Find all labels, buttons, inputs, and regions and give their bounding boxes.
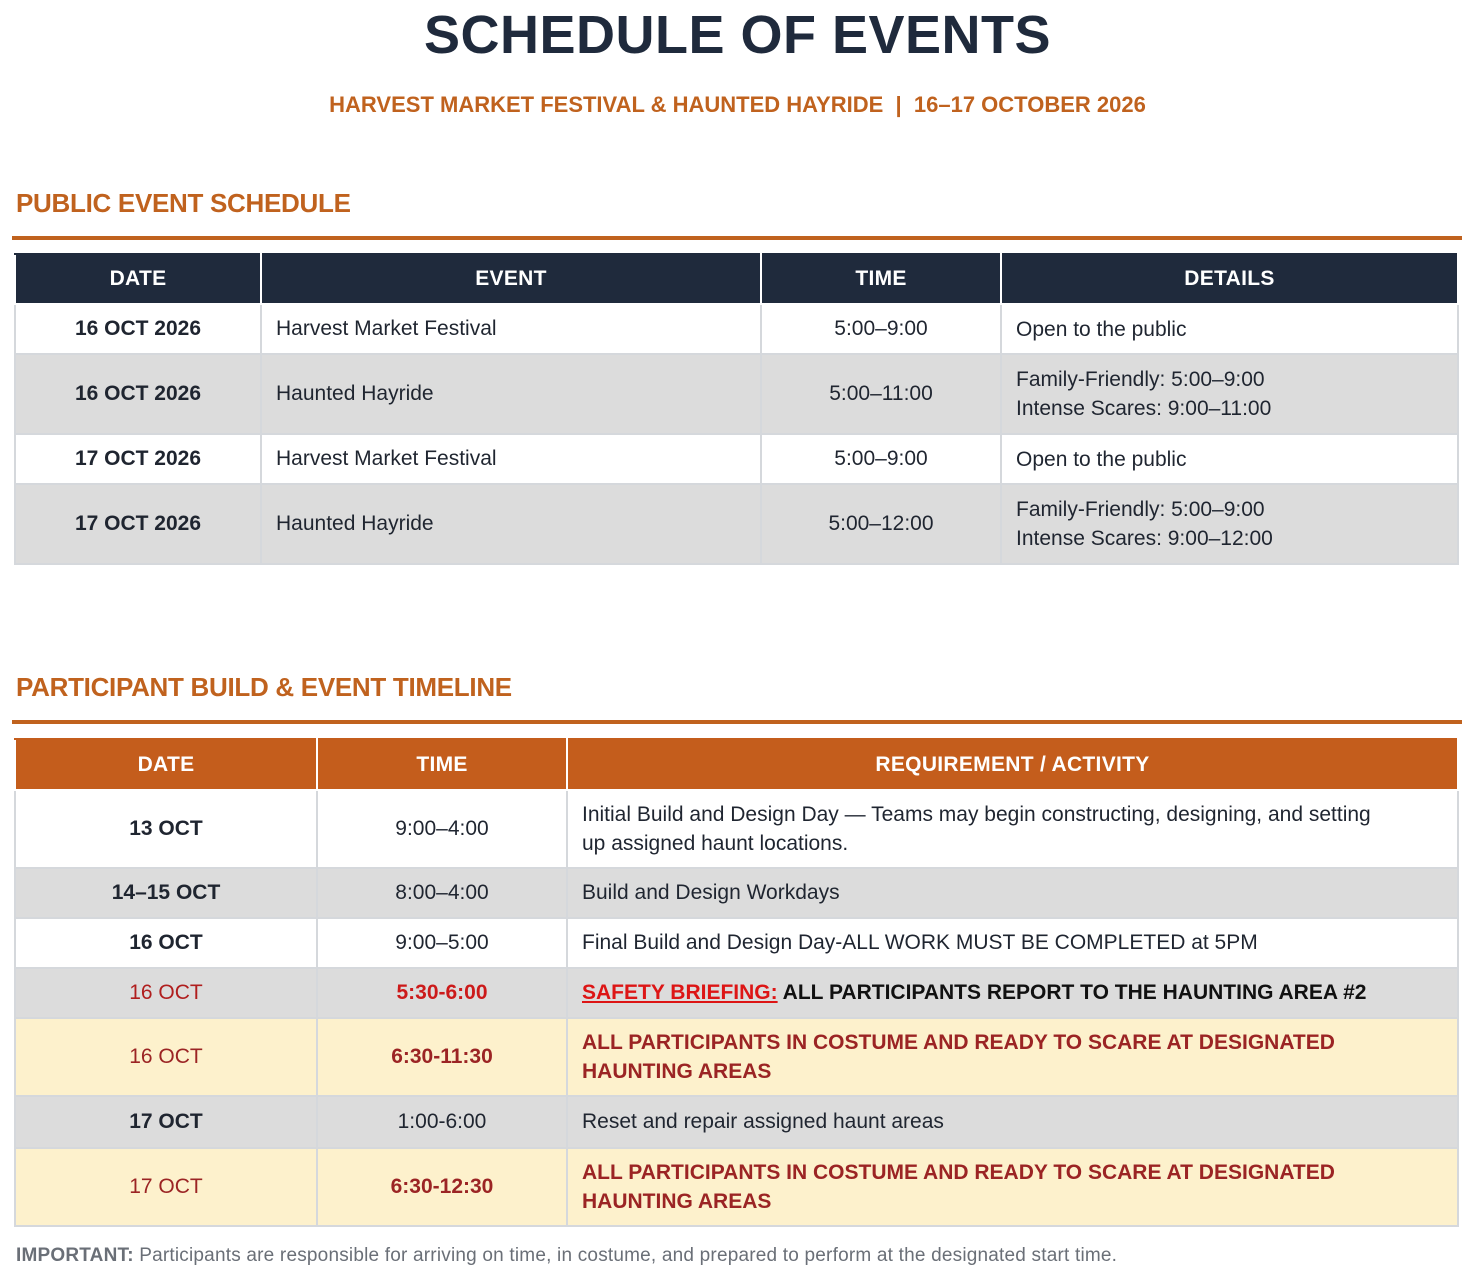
row-time: 5:00–12:00: [761, 484, 1001, 564]
column-header-details: DETAILS: [1001, 254, 1458, 304]
important-text: Participants are responsible for arriving on time, in costume, and prepared to perform at the designated start time.: [133, 1245, 1118, 1266]
row-event: Harvest Market Festival: [261, 304, 761, 354]
row-date: 17 OCT: [15, 1096, 317, 1148]
table-row: [15, 434, 1458, 484]
row-time: 8:00–4:00: [317, 868, 567, 918]
timeline-divider: [12, 720, 1462, 724]
row-event: Harvest Market Festival: [261, 434, 761, 484]
details-line: Family-Friendly: 5:00–9:00: [1016, 368, 1265, 391]
table-row: [15, 1148, 1458, 1226]
row-time: 6:30-12:30: [317, 1148, 567, 1226]
table-header-row: [15, 254, 1458, 304]
table-row: [15, 868, 1458, 918]
important-label: IMPORTANT:: [16, 1245, 134, 1266]
column-header-time: TIME: [317, 739, 567, 790]
table-row: [15, 1096, 1458, 1148]
participant-timeline-table: [14, 738, 1459, 1227]
table-row: [15, 304, 1458, 354]
public-schedule-table: [14, 253, 1459, 565]
details-line: Intense Scares: 9:00–11:00: [1016, 397, 1272, 420]
row-activity: Reset and repair assigned haunt areas: [567, 1096, 1458, 1148]
row-date: 16 OCT: [15, 968, 317, 1018]
details-line: Family-Friendly: 5:00–9:00: [1016, 498, 1265, 521]
row-date: 17 OCT 2026: [15, 484, 261, 564]
important-note: [16, 1245, 1117, 1267]
row-event: Haunted Hayride: [261, 484, 761, 564]
row-date: 16 OCT: [15, 918, 317, 968]
activity-line: ALL PARTICIPANTS IN COSTUME AND READY TO SCARE AT DESIGNATED: [582, 1031, 1335, 1054]
public-schedule-heading: PUBLIC EVENT SCHEDULE: [16, 188, 351, 218]
details-line: Open to the public: [1016, 447, 1187, 471]
row-time: 5:30-6:00: [317, 968, 567, 1018]
activity-line: HAUNTING AREAS: [582, 1060, 772, 1083]
activity-line: ALL PARTICIPANTS IN COSTUME AND READY TO SCARE AT DESIGNATED: [582, 1161, 1335, 1184]
table-row: [15, 1018, 1458, 1096]
activity-line: up assigned haunt locations.: [582, 832, 849, 855]
row-date: 16 OCT 2026: [15, 304, 261, 354]
page-title: SCHEDULE OF EVENTS: [423, 5, 1052, 65]
row-date: 17 OCT: [15, 1148, 317, 1226]
row-date: 14–15 OCT: [15, 868, 317, 918]
column-header-event: EVENT: [261, 254, 761, 304]
row-date: 13 OCT: [15, 790, 317, 868]
row-time: 5:00–9:00: [761, 304, 1001, 354]
row-time: 5:00–9:00: [761, 434, 1001, 484]
row-time: 6:30-11:30: [317, 1018, 567, 1096]
row-date: 16 OCT: [15, 1018, 317, 1096]
row-date: 16 OCT 2026: [15, 354, 261, 434]
row-details: [1001, 434, 1458, 484]
row-activity: [567, 968, 1458, 1018]
table-header-row: [15, 739, 1458, 790]
row-details: [1001, 354, 1458, 434]
safety-briefing-label: SAFETY BRIEFING:: [582, 981, 778, 1004]
page-subtitle: HARVEST MARKET FESTIVAL & HAUNTED HAYRIDE | 16–17 OCTOBER 2026: [329, 92, 1146, 117]
activity-line: Initial Build and Design Day — Teams may begin constructing, designing, and setting: [582, 803, 1371, 826]
row-activity: [567, 1018, 1458, 1096]
row-details: [1001, 304, 1458, 354]
activity-line: HAUNTING AREAS: [582, 1190, 772, 1213]
timeline-heading: PARTICIPANT BUILD & EVENT TIMELINE: [16, 672, 512, 702]
row-event: Haunted Hayride: [261, 354, 761, 434]
table-row: [15, 354, 1458, 434]
details-line: Open to the public: [1016, 317, 1187, 341]
row-activity: Build and Design Workdays: [567, 868, 1458, 918]
details-line: Intense Scares: 9:00–12:00: [1016, 527, 1273, 550]
row-time: 1:00-6:00: [317, 1096, 567, 1148]
column-header-activity: REQUIREMENT / ACTIVITY: [567, 739, 1458, 790]
public-schedule-divider: [12, 236, 1462, 240]
column-header-date: DATE: [15, 739, 317, 790]
table-row: [15, 790, 1458, 868]
row-time: 9:00–5:00: [317, 918, 567, 968]
row-date: 17 OCT 2026: [15, 434, 261, 484]
table-row: [15, 968, 1458, 1018]
safety-briefing-text: ALL PARTICIPANTS REPORT TO THE HAUNTING AREA #2: [777, 981, 1367, 1004]
table-row: [15, 484, 1458, 564]
row-details: [1001, 484, 1458, 564]
row-activity: Final Build and Design Day-ALL WORK MUST BE COMPLETED at 5PM: [567, 918, 1458, 968]
row-time: 9:00–4:00: [317, 790, 567, 868]
row-activity: [567, 790, 1458, 868]
row-activity: [567, 1148, 1458, 1226]
row-time: 5:00–11:00: [761, 354, 1001, 434]
column-header-date: DATE: [15, 254, 261, 304]
column-header-time: TIME: [761, 254, 1001, 304]
table-row: [15, 918, 1458, 968]
